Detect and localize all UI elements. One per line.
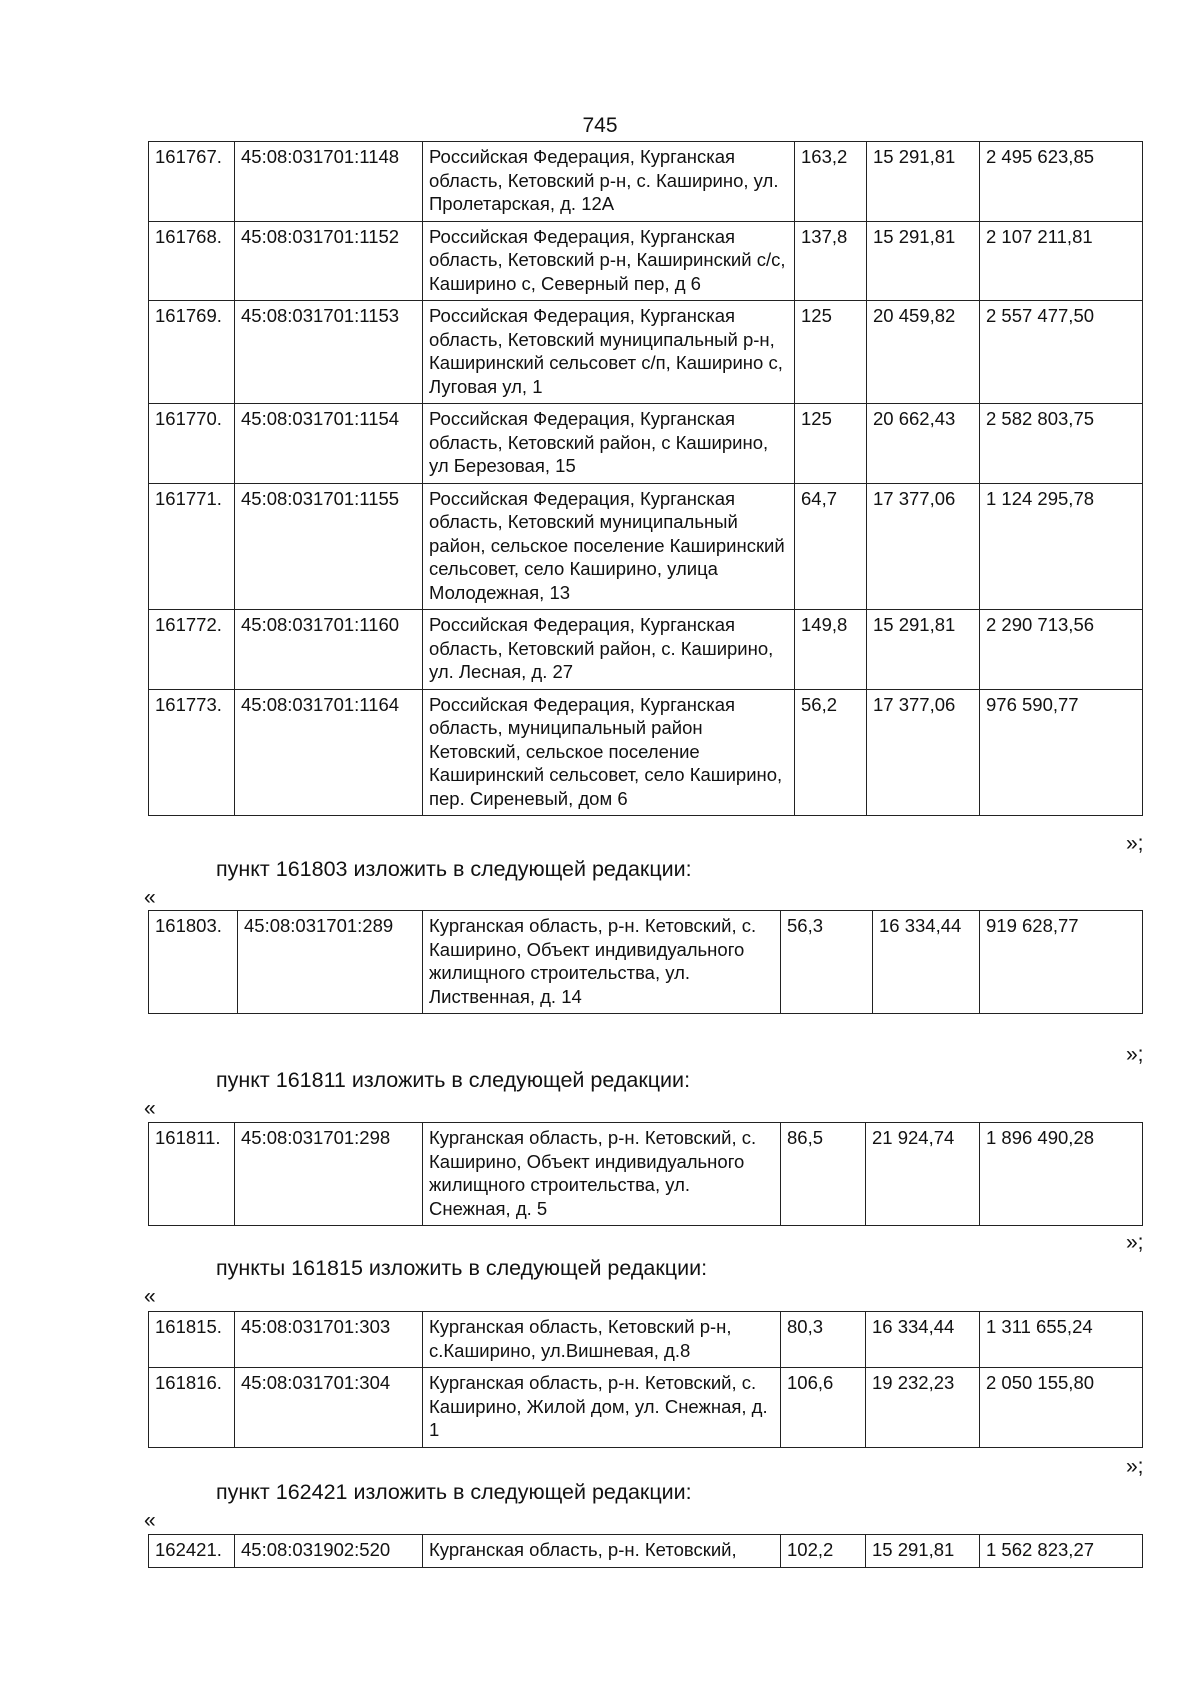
cadastral-value-cell: 1 562 823,27 (980, 1535, 1143, 1568)
address-cell: Российская Федерация, Курганская область, Кетовский р-н, Каширинский с/с, Каширино с, Северный пер, д 6 (423, 221, 795, 301)
registry-table-2 (148, 910, 1143, 1014)
address-cell: Российская Федерация, Курганская область, Кетовский муниципальный р-н, Каширинский сельсовет с/п, Каширино с, Луговая ул, 1 (423, 301, 795, 404)
address-cell: Российская Федерация, Курганская область, муниципальный район Кетовский, сельское поселение Каширинский сельсовет, село Каширино, пер. Сиреневый, дом 6 (423, 689, 795, 816)
cadastral-number-cell: 45:08:031701:1160 (235, 610, 423, 690)
cadastral-value-cell: 2 557 477,50 (980, 301, 1143, 404)
address-cell: Российская Федерация, Курганская область, Кетовский муниципальный район, сельское поселение Каширинский сельсовет, село Каширино, улица Молодежная, 13 (423, 483, 795, 610)
address-cell: Курганская область, р-н. Кетовский, (423, 1535, 781, 1568)
cadastral-value-cell: 2 107 211,81 (980, 221, 1143, 301)
opening-quote: « (144, 1285, 156, 1308)
cadastral-rate-cell: 17 377,06 (867, 483, 980, 610)
cadastral-rate-cell: 17 377,06 (867, 689, 980, 816)
table-row (149, 301, 1143, 404)
cadastral-rate-cell: 20 459,82 (867, 301, 980, 404)
cadastral-value-cell: 2 582 803,75 (980, 404, 1143, 484)
cadastral-rate-cell: 19 232,23 (866, 1368, 980, 1448)
registry-table-4 (148, 1311, 1143, 1448)
row-number-cell: 161768. (149, 221, 235, 301)
cadastral-number-cell: 45:08:031701:1152 (235, 221, 423, 301)
area-cell: 106,6 (781, 1368, 866, 1448)
cadastral-rate-cell: 20 662,43 (867, 404, 980, 484)
row-number-cell: 161769. (149, 301, 235, 404)
row-number-cell: 162421. (149, 1535, 235, 1568)
cadastral-rate-cell: 16 334,44 (866, 1312, 980, 1368)
address-cell: Российская Федерация, Курганская область, Кетовский район, с Каширино, ул Березовая, 15 (423, 404, 795, 484)
cadastral-value-cell: 919 628,77 (980, 911, 1143, 1014)
address-cell: Курганская область, Кетовский р-н, с.Каширино, ул.Вишневая, д.8 (423, 1312, 781, 1368)
closing-quote: »; (1126, 1455, 1144, 1478)
table-row (149, 1368, 1143, 1448)
area-cell: 137,8 (795, 221, 867, 301)
cadastral-rate-cell: 15 291,81 (867, 142, 980, 222)
cadastral-rate-cell: 15 291,81 (867, 610, 980, 690)
cadastral-number-cell: 45:08:031701:304 (235, 1368, 423, 1448)
instruction-161811: пункт 161811 изложить в следующей редакции: (216, 1068, 691, 1092)
cadastral-number-cell: 45:08:031701:289 (238, 911, 423, 1014)
closing-quote: »; (1126, 1043, 1144, 1066)
row-number-cell: 161811. (149, 1123, 235, 1226)
area-cell: 125 (795, 301, 867, 404)
row-number-cell: 161773. (149, 689, 235, 816)
row-number-cell: 161816. (149, 1368, 235, 1448)
cadastral-number-cell: 45:08:031701:1155 (235, 483, 423, 610)
table-row (149, 689, 1143, 816)
cadastral-number-cell: 45:08:031701:1154 (235, 404, 423, 484)
area-cell: 80,3 (781, 1312, 866, 1368)
cadastral-rate-cell: 15 291,81 (866, 1535, 980, 1568)
address-cell: Курганская область, р-н. Кетовский, с. Каширино, Объект индивидуального жилищного строительства, ул. Лиственная, д. 14 (423, 911, 781, 1014)
cadastral-rate-cell: 15 291,81 (867, 221, 980, 301)
table-row (149, 610, 1143, 690)
table-row (149, 911, 1143, 1014)
address-cell: Российская Федерация, Курганская область, Кетовский р-н, с. Каширино, ул. Пролетарская, д. 12А (423, 142, 795, 222)
cadastral-value-cell: 1 896 490,28 (980, 1123, 1143, 1226)
cadastral-number-cell: 45:08:031902:520 (235, 1535, 423, 1568)
table-row (149, 1535, 1143, 1568)
row-number-cell: 161771. (149, 483, 235, 610)
cadastral-number-cell: 45:08:031701:298 (235, 1123, 423, 1226)
area-cell: 163,2 (795, 142, 867, 222)
row-number-cell: 161803. (149, 911, 238, 1014)
page-number: 745 (582, 114, 618, 137)
address-cell: Российская Федерация, Курганская область, Кетовский район, с. Каширино, ул. Лесная, д. 27 (423, 610, 795, 690)
closing-quote: »; (1126, 832, 1144, 855)
cadastral-value-cell: 2 290 713,56 (980, 610, 1143, 690)
area-cell: 64,7 (795, 483, 867, 610)
table-row (149, 221, 1143, 301)
address-cell: Курганская область, р-н. Кетовский, с. Каширино, Объект индивидуального жилищного строительства, ул. Снежная, д. 5 (423, 1123, 781, 1226)
registry-table-3 (148, 1122, 1143, 1226)
cadastral-rate-cell: 21 924,74 (866, 1123, 980, 1226)
cadastral-number-cell: 45:08:031701:303 (235, 1312, 423, 1368)
row-number-cell: 161815. (149, 1312, 235, 1368)
opening-quote: « (144, 886, 156, 909)
area-cell: 56,3 (781, 911, 873, 1014)
row-number-cell: 161772. (149, 610, 235, 690)
cadastral-number-cell: 45:08:031701:1164 (235, 689, 423, 816)
row-number-cell: 161767. (149, 142, 235, 222)
registry-table-5 (148, 1534, 1143, 1568)
address-cell: Курганская область, р-н. Кетовский, с. Каширино, Жилой дом, ул. Снежная, д. 1 (423, 1368, 781, 1448)
area-cell: 149,8 (795, 610, 867, 690)
opening-quote: « (144, 1097, 156, 1120)
closing-quote: »; (1126, 1231, 1144, 1254)
registry-table-1 (148, 141, 1143, 816)
cadastral-number-cell: 45:08:031701:1148 (235, 142, 423, 222)
instruction-161815: пункты 161815 изложить в следующей редакции: (216, 1256, 708, 1280)
opening-quote: « (144, 1509, 156, 1532)
table-row (149, 142, 1143, 222)
table-row (149, 1123, 1143, 1226)
cadastral-value-cell: 1 311 655,24 (980, 1312, 1143, 1368)
table-row (149, 404, 1143, 484)
cadastral-rate-cell: 16 334,44 (873, 911, 980, 1014)
instruction-161803: пункт 161803 изложить в следующей редакции: (216, 857, 692, 881)
area-cell: 86,5 (781, 1123, 866, 1226)
area-cell: 56,2 (795, 689, 867, 816)
area-cell: 125 (795, 404, 867, 484)
area-cell: 102,2 (781, 1535, 866, 1568)
instruction-162421: пункт 162421 изложить в следующей редакции: (216, 1480, 692, 1504)
cadastral-value-cell: 976 590,77 (980, 689, 1143, 816)
row-number-cell: 161770. (149, 404, 235, 484)
cadastral-value-cell: 2 050 155,80 (980, 1368, 1143, 1448)
table-row (149, 483, 1143, 610)
cadastral-value-cell: 1 124 295,78 (980, 483, 1143, 610)
table-row (149, 1312, 1143, 1368)
cadastral-value-cell: 2 495 623,85 (980, 142, 1143, 222)
cadastral-number-cell: 45:08:031701:1153 (235, 301, 423, 404)
